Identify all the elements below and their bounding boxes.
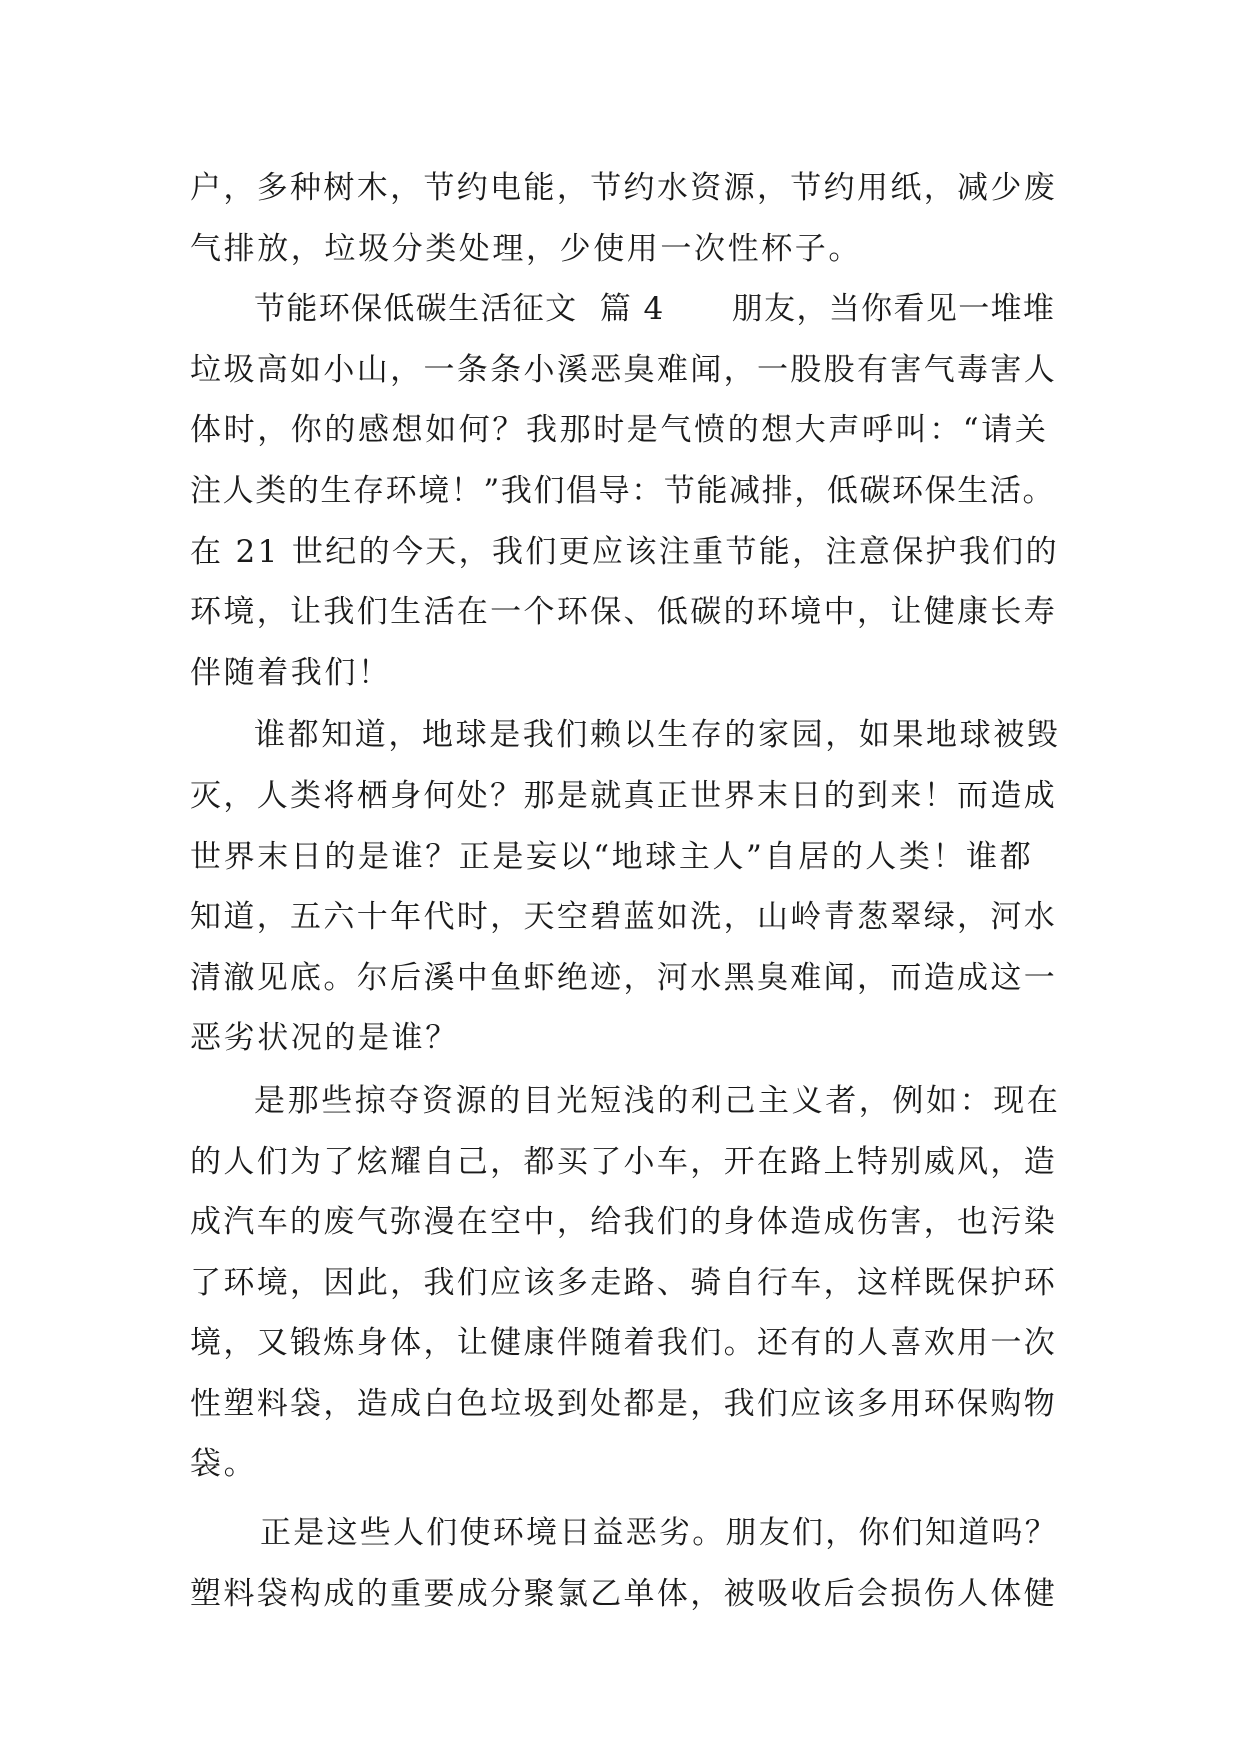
text-line: 是那些掠夺资源的目光短浅的利己主义者，例如：现在: [254, 1082, 1061, 1119]
text-line: 成汽车的废气弥漫在空中，给我们的身体造成伤害，也污染: [190, 1204, 1058, 1241]
text-line: 灭，人类将栖身何处？那是就真正世界末日的到来！而造成: [190, 777, 1058, 814]
text-line: 知道，五六十年代时，天空碧蓝如洗，山岭青葱翠绿，河水: [190, 899, 1058, 936]
text-line: 谁都知道，地球是我们赖以生存的家园，如果地球被毁: [254, 717, 1061, 754]
text-line: 节能环保低碳生活征文 篇 4 朋友，当你看见一堆堆: [254, 291, 1056, 328]
text-line: 塑料袋构成的重要成分聚氯乙单体，被吸收后会损伤人体健: [190, 1575, 1058, 1612]
text-line: 户，多种树木，节约电能，节约水资源，节约用纸，减少废: [190, 170, 1058, 206]
text-line: 伴随着我们！: [190, 654, 392, 691]
text-line: 正是这些人们使环境日益恶劣。朋友们，你们知道吗？: [260, 1515, 1058, 1552]
text-line: 注人类的生存环境！”我们倡导：节能减排，低碳环保生活。: [190, 472, 1056, 509]
text-line: 的人们为了炫耀自己，都买了小车，开在路上特别威风，造: [190, 1143, 1058, 1180]
text-line: 袋。: [190, 1446, 258, 1483]
text-line: 清澈见底。尔后溪中鱼虾绝迹，河水黑臭难闻，而造成这一: [190, 959, 1058, 996]
text-line: 环境，让我们生活在一个环保、低碳的环境中，让健康长寿: [190, 594, 1058, 631]
body-text: [190, 158, 1060, 1624]
text-line: 气排放，垃圾分类处理，少使用一次性杯子。: [190, 230, 862, 267]
text-line: 恶劣状况的是谁？: [190, 1020, 459, 1057]
text-line: 世界末日的是谁？正是妄以“地球主人”自居的人类！谁都: [190, 838, 1034, 875]
text-line: 在 21 世纪的今天，我们更应该注重节能，注意保护我们的: [190, 533, 1059, 570]
text-line: 垃圾高如小山，一条条小溪恶臭难闻，一股股有害气毒害人: [190, 351, 1058, 388]
text-line: 境，又锻炼身体，让健康伴随着我们。还有的人喜欢用一次: [190, 1325, 1058, 1362]
text-line: 了环境，因此，我们应该多走路、骑自行车，这样既保护环: [190, 1264, 1058, 1301]
text-line: 性塑料袋，造成白色垃圾到处都是，我们应该多用环保购物: [190, 1385, 1058, 1422]
text-line: 体时，你的感想如何？我那时是气愤的想大声呼叫：“请关: [190, 412, 1049, 449]
